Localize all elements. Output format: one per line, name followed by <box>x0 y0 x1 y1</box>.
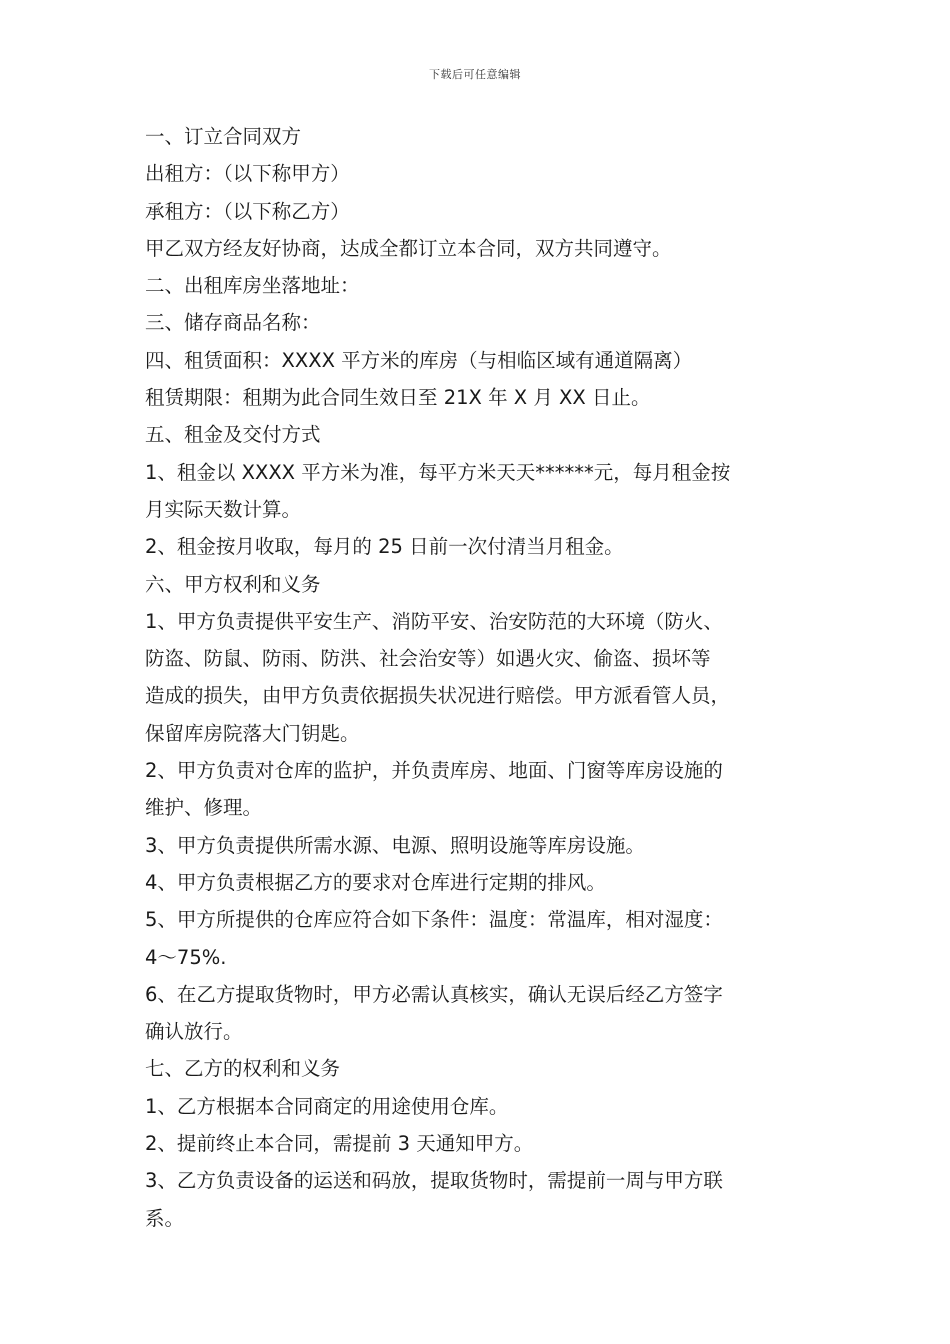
text-line: 二、出租库房坐落地址： <box>145 274 360 298</box>
text-line: 确认放行。 <box>145 1020 243 1044</box>
text-line: 4、甲方负责根据乙方的要求对仓库进行定期的排风。 <box>145 870 606 894</box>
paragraph <box>145 1050 825 1087</box>
paragraph <box>145 230 825 267</box>
text-line: 2、甲方负责对仓库的监护，并负责库房、地面、门窗等库房设施的 <box>145 759 723 783</box>
text-line: 三、储存商品名称： <box>145 311 321 335</box>
text-line: 2、提前终止本合同，需提前 3 天通知甲方。 <box>145 1132 534 1156</box>
paragraph <box>145 1088 825 1125</box>
paragraph <box>145 267 825 304</box>
paragraph <box>145 976 825 1051</box>
text-line: 2、租金按月收取，每月的 25 日前一次付清当月租金。 <box>145 535 624 559</box>
text-line: 造成的损失，由甲方负责依据损失状况进行赔偿。甲方派看管人员， <box>145 684 731 708</box>
paragraph <box>145 118 825 155</box>
paragraph <box>145 603 825 752</box>
text-line: 1、租金以 XXXX 平方米为准，每平方米天天******元，每月租金按 <box>145 460 731 484</box>
paragraph <box>145 342 825 379</box>
text-line: 1、甲方负责提供平安生产、消防平安、治安防范的大环境（防火、 <box>145 609 723 633</box>
text-line: 甲乙双方经友好协商，达成全都订立本合同，双方共同遵守。 <box>145 236 672 260</box>
text-line: 维护、修理。 <box>145 796 263 820</box>
text-line: 月实际天数计算。 <box>145 497 302 521</box>
paragraph <box>145 304 825 341</box>
text-line: 承租方：（以下称乙方） <box>145 199 350 223</box>
paragraph <box>145 193 825 230</box>
text-line: 保留库房院落大门钥匙。 <box>145 721 360 745</box>
text-line: 5、甲方所提供的仓库应符合如下条件：温度：常温库，相对湿度： <box>145 908 723 932</box>
document-body <box>145 118 825 1237</box>
text-line: 七、乙方的权利和义务 <box>145 1057 341 1081</box>
text-line: 一、订立合同双方 <box>145 125 302 148</box>
paragraph <box>145 155 825 192</box>
text-line: 6、在乙方提取货物时，甲方必需认真核实，确认无误后经乙方签字 <box>145 982 723 1006</box>
paragraph <box>145 416 825 453</box>
paragraph <box>145 528 825 565</box>
paragraph <box>145 454 825 529</box>
text-line: 防盗、防鼠、防雨、防洪、社会治安等）如遇火灾、偷盗、损坏等 <box>145 647 711 671</box>
paragraph <box>145 379 825 416</box>
paragraph <box>145 1125 825 1162</box>
paragraph <box>145 827 825 864</box>
text-line: 1、乙方根据本合同商定的用途使用仓库。 <box>145 1094 509 1118</box>
text-line: 4～75%. <box>145 945 227 969</box>
paragraph <box>145 864 825 901</box>
text-line: 四、租赁面积：XXXX 平方米的库房（与相临区域有通道隔离） <box>145 348 693 372</box>
text-line: 系。 <box>145 1206 185 1230</box>
paragraph <box>145 901 825 976</box>
page-header: 下载后可任意编辑 <box>429 68 521 81</box>
paragraph <box>145 1162 825 1237</box>
text-line: 六、甲方权利和义务 <box>145 572 321 596</box>
text-line: 3、乙方负责设备的运送和码放，提取货物时，需提前一周与甲方联 <box>145 1169 723 1193</box>
text-line: 租赁期限：租期为此合同生效日至 21X 年 X 月 XX 日止。 <box>145 386 651 410</box>
text-line: 五、租金及交付方式 <box>145 423 321 447</box>
paragraph <box>145 566 825 603</box>
text-line: 出租方：（以下称甲方） <box>145 162 350 186</box>
text-line: 3、甲方负责提供所需水源、电源、照明设施等库房设施。 <box>145 833 645 857</box>
paragraph <box>145 752 825 827</box>
